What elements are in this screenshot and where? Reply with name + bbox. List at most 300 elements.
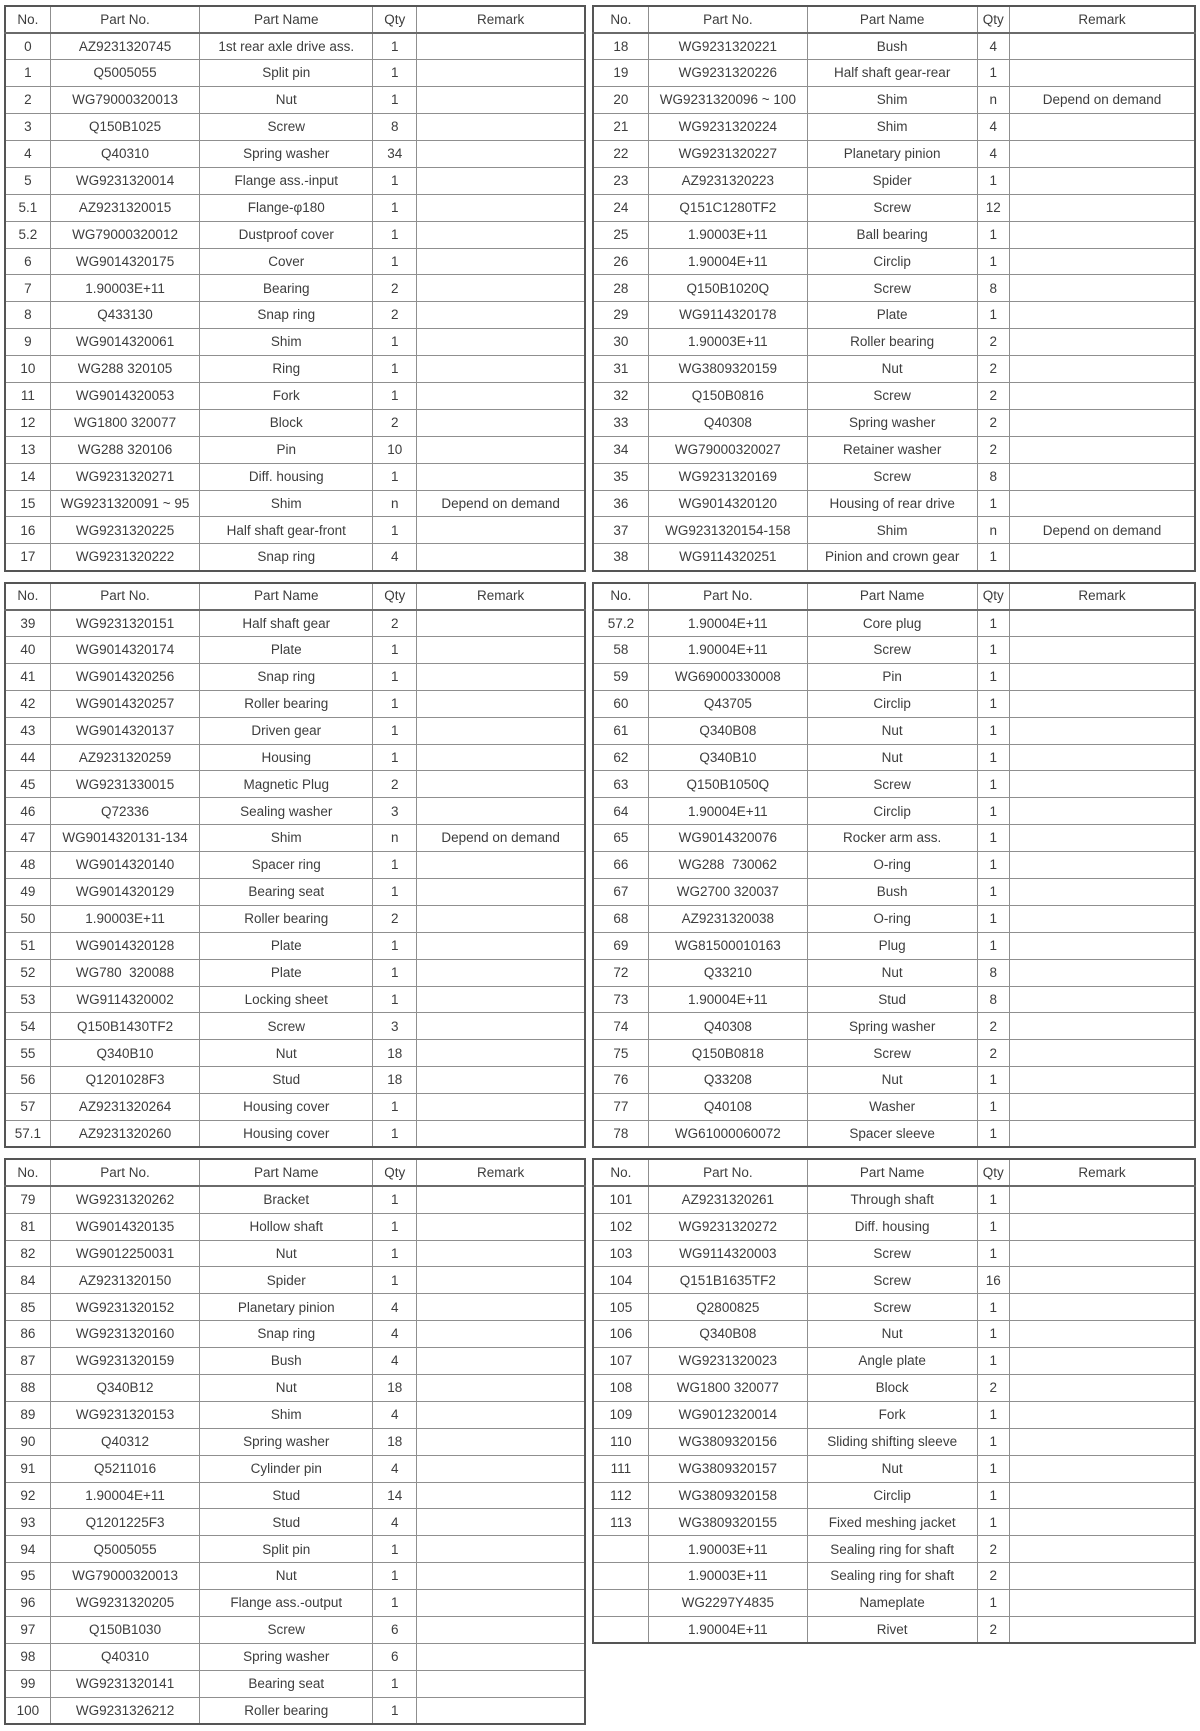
part-no-cell: WG9014320131-134 — [50, 825, 200, 852]
table-row — [5, 302, 585, 329]
part-name-cell: Housing cover — [200, 1094, 373, 1121]
qty-cell: 1 — [373, 1563, 417, 1590]
table-row — [593, 717, 1195, 744]
column-header: Remark — [417, 6, 585, 33]
qty-cell: 1 — [373, 329, 417, 356]
qty-cell: 1 — [373, 1094, 417, 1121]
remark-cell — [1010, 1375, 1195, 1402]
part-name-cell: Rivet — [807, 1617, 977, 1644]
remark-cell — [417, 87, 585, 114]
qty-cell: 1 — [977, 879, 1010, 906]
remark-cell — [417, 798, 585, 825]
table-row — [593, 221, 1195, 248]
remark-cell — [417, 1067, 585, 1094]
part-no-cell: Q150B1430TF2 — [50, 1013, 200, 1040]
no-cell: 63 — [593, 771, 648, 798]
table-row — [5, 1240, 585, 1267]
part-no-cell: WG9231320091 ~ 95 — [50, 490, 200, 517]
no-cell: 91 — [5, 1455, 50, 1482]
part-name-cell: Shim — [200, 1401, 373, 1428]
qty-cell: 1 — [373, 463, 417, 490]
no-cell: 72 — [593, 959, 648, 986]
qty-cell: 1 — [977, 167, 1010, 194]
no-cell: 106 — [593, 1321, 648, 1348]
table-row — [5, 744, 585, 771]
table-row — [593, 490, 1195, 517]
remark-cell — [417, 1455, 585, 1482]
qty-cell: 1 — [373, 1121, 417, 1148]
remark-cell — [417, 1013, 585, 1040]
no-cell: 12 — [5, 409, 50, 436]
part-name-cell: Hollow shaft — [200, 1213, 373, 1240]
no-cell: 5 — [5, 167, 50, 194]
part-name-cell: Bearing — [200, 275, 373, 302]
column-header: No. — [593, 6, 648, 33]
no-cell: 25 — [593, 221, 648, 248]
table-row — [593, 382, 1195, 409]
part-name-cell: Nut — [200, 1040, 373, 1067]
column-header: Part Name — [200, 6, 373, 33]
no-cell: 67 — [593, 879, 648, 906]
qty-cell: 1 — [373, 167, 417, 194]
part-name-cell: Planetary pinion — [200, 1294, 373, 1321]
remark-cell — [1010, 221, 1195, 248]
no-cell: 49 — [5, 879, 50, 906]
part-no-cell: WG9231320222 — [50, 544, 200, 571]
remark-cell — [417, 1321, 585, 1348]
remark-cell — [1010, 1563, 1195, 1590]
qty-cell: 1 — [373, 879, 417, 906]
no-cell: 85 — [5, 1294, 50, 1321]
qty-cell: 1 — [373, 60, 417, 87]
part-no-cell: 1.90004E+11 — [648, 610, 807, 637]
part-no-cell: WG288 320105 — [50, 356, 200, 383]
table-row — [593, 1294, 1195, 1321]
remark-cell — [417, 717, 585, 744]
table-row — [5, 986, 585, 1013]
no-cell: 76 — [593, 1067, 648, 1094]
part-no-cell: Q40308 — [648, 1013, 807, 1040]
no-cell: 50 — [5, 905, 50, 932]
part-no-cell: WG9231330015 — [50, 771, 200, 798]
column-header: Part No. — [648, 583, 807, 610]
remark-cell — [1010, 1482, 1195, 1509]
qty-cell: 10 — [373, 436, 417, 463]
remark-cell — [417, 194, 585, 221]
qty-cell: 8 — [977, 959, 1010, 986]
qty-cell: 1 — [977, 302, 1010, 329]
part-name-cell: Block — [807, 1375, 977, 1402]
part-no-cell: 1.90004E+11 — [648, 986, 807, 1013]
qty-cell: 1 — [373, 517, 417, 544]
part-no-cell: Q340B10 — [648, 744, 807, 771]
no-cell: 60 — [593, 690, 648, 717]
remark-cell — [417, 1563, 585, 1590]
qty-cell: 4 — [373, 1455, 417, 1482]
no-cell: 28 — [593, 275, 648, 302]
column-header: Part Name — [807, 1159, 977, 1186]
part-name-cell: Cylinder pin — [200, 1455, 373, 1482]
part-name-cell: Screw — [807, 1294, 977, 1321]
part-no-cell: WG9231320272 — [648, 1213, 807, 1240]
part-no-cell: Q340B08 — [648, 1321, 807, 1348]
part-no-cell: WG9231320014 — [50, 167, 200, 194]
qty-cell: 2 — [373, 275, 417, 302]
table-row — [5, 248, 585, 275]
remark-cell — [417, 167, 585, 194]
qty-cell: 1 — [977, 490, 1010, 517]
table-row — [593, 852, 1195, 879]
table-row — [5, 382, 585, 409]
no-cell: 42 — [5, 690, 50, 717]
no-cell: 30 — [593, 329, 648, 356]
no-cell: 110 — [593, 1428, 648, 1455]
part-no-cell: WG9114320003 — [648, 1240, 807, 1267]
table-row — [593, 1590, 1195, 1617]
part-name-cell: Bearing seat — [200, 1670, 373, 1697]
table-row — [5, 959, 585, 986]
qty-cell: 2 — [977, 409, 1010, 436]
no-cell: 111 — [593, 1455, 648, 1482]
parts-table-0-17 — [4, 5, 586, 572]
table-row — [5, 194, 585, 221]
part-no-cell: AZ9231320259 — [50, 744, 200, 771]
remark-cell — [417, 1482, 585, 1509]
part-no-cell: WG9014320053 — [50, 382, 200, 409]
part-no-cell: Q5211016 — [50, 1455, 200, 1482]
column-header: Part No. — [50, 1159, 200, 1186]
remark-cell — [417, 1121, 585, 1148]
part-no-cell: WG9231320221 — [648, 33, 807, 60]
no-cell: 103 — [593, 1240, 648, 1267]
no-cell: 36 — [593, 490, 648, 517]
part-no-cell: WG79000320013 — [50, 1563, 200, 1590]
qty-cell: 2 — [977, 1013, 1010, 1040]
part-name-cell: Nut — [807, 1321, 977, 1348]
remark-cell — [417, 986, 585, 1013]
part-no-cell: Q150B0818 — [648, 1040, 807, 1067]
table-row — [5, 517, 585, 544]
table-row — [593, 356, 1195, 383]
remark-cell — [417, 744, 585, 771]
no-cell: 87 — [5, 1348, 50, 1375]
part-name-cell: Screw — [807, 382, 977, 409]
part-no-cell: WG9231320262 — [50, 1186, 200, 1213]
qty-cell: 1 — [977, 1067, 1010, 1094]
table-row — [5, 329, 585, 356]
part-name-cell: Split pin — [200, 60, 373, 87]
table-row — [593, 1040, 1195, 1067]
no-cell: 74 — [593, 1013, 648, 1040]
no-cell: 98 — [5, 1643, 50, 1670]
part-no-cell: WG9014320128 — [50, 932, 200, 959]
table-row — [593, 140, 1195, 167]
part-no-cell: WG9231320224 — [648, 114, 807, 141]
no-cell: 81 — [5, 1213, 50, 1240]
part-name-cell: Shim — [807, 517, 977, 544]
qty-cell: 2 — [373, 302, 417, 329]
qty-cell: 1 — [977, 544, 1010, 571]
no-cell: 38 — [593, 544, 648, 571]
table-row — [5, 717, 585, 744]
part-name-cell: Screw — [807, 636, 977, 663]
part-no-cell: WG9231320153 — [50, 1401, 200, 1428]
table-row — [593, 1213, 1195, 1240]
table-row — [5, 1186, 585, 1213]
qty-cell: 8 — [373, 114, 417, 141]
part-name-cell: Bearing seat — [200, 879, 373, 906]
part-no-cell: Q40308 — [648, 409, 807, 436]
table-row — [5, 663, 585, 690]
qty-cell: 2 — [977, 1536, 1010, 1563]
part-no-cell: WG9231326212 — [50, 1697, 200, 1724]
part-name-cell: Housing — [200, 744, 373, 771]
table-row — [5, 1267, 585, 1294]
qty-cell: 1 — [373, 1267, 417, 1294]
no-cell: 9 — [5, 329, 50, 356]
part-name-cell: Spacer sleeve — [807, 1121, 977, 1148]
part-name-cell: Nut — [200, 87, 373, 114]
table-row — [5, 1697, 585, 1724]
no-cell: 18 — [593, 33, 648, 60]
part-no-cell: WG9231320154-158 — [648, 517, 807, 544]
column-header: Remark — [417, 583, 585, 610]
table-row — [5, 610, 585, 637]
part-no-cell: WG9231320205 — [50, 1590, 200, 1617]
no-cell: 82 — [5, 1240, 50, 1267]
part-name-cell: Sealing washer — [200, 798, 373, 825]
no-cell: 57 — [5, 1094, 50, 1121]
no-cell: 37 — [593, 517, 648, 544]
table-row — [593, 60, 1195, 87]
table-row — [593, 275, 1195, 302]
part-no-cell: Q72336 — [50, 798, 200, 825]
remark-cell — [417, 1401, 585, 1428]
part-no-cell: Q151B1635TF2 — [648, 1267, 807, 1294]
table-row — [5, 636, 585, 663]
part-no-cell: WG9014320256 — [50, 663, 200, 690]
qty-cell: 1 — [977, 1121, 1010, 1148]
part-name-cell: Screw — [200, 1617, 373, 1644]
table-row — [593, 1067, 1195, 1094]
part-no-cell: WG9014320175 — [50, 248, 200, 275]
part-no-cell: Q1201028F3 — [50, 1067, 200, 1094]
remark-cell — [1010, 1617, 1195, 1644]
part-no-cell: 1.90004E+11 — [50, 1482, 200, 1509]
remark-cell — [1010, 825, 1195, 852]
column-header: Remark — [417, 1159, 585, 1186]
part-no-cell: WG9114320002 — [50, 986, 200, 1013]
qty-cell: 1 — [977, 1240, 1010, 1267]
part-no-cell: WG3809320156 — [648, 1428, 807, 1455]
qty-cell: 1 — [977, 1590, 1010, 1617]
remark-cell — [417, 1590, 585, 1617]
qty-cell: 6 — [373, 1617, 417, 1644]
table-row — [5, 490, 585, 517]
part-no-cell: WG9231320151 — [50, 610, 200, 637]
part-name-cell: Plate — [200, 959, 373, 986]
part-no-cell: WG9231320227 — [648, 140, 807, 167]
column-header: Qty — [977, 583, 1010, 610]
part-no-cell: WG9114320251 — [648, 544, 807, 571]
no-cell: 1 — [5, 60, 50, 87]
parts-table-39-57-1 — [4, 582, 586, 1149]
table-row — [5, 1013, 585, 1040]
part-no-cell: WG288 730062 — [648, 852, 807, 879]
part-name-cell: Diff. housing — [807, 1213, 977, 1240]
remark-cell — [1010, 33, 1195, 60]
part-name-cell: Bracket — [200, 1186, 373, 1213]
part-name-cell: Bush — [200, 1348, 373, 1375]
table-row — [593, 1321, 1195, 1348]
no-cell: 108 — [593, 1375, 648, 1402]
no-cell — [593, 1617, 648, 1644]
part-name-cell: Half shaft gear-front — [200, 517, 373, 544]
part-no-cell: Q340B08 — [648, 717, 807, 744]
table-row — [593, 463, 1195, 490]
no-cell: 3 — [5, 114, 50, 141]
part-name-cell: Bush — [807, 879, 977, 906]
part-name-cell: Nut — [807, 717, 977, 744]
table-row — [593, 1186, 1195, 1213]
remark-cell — [1010, 114, 1195, 141]
no-cell: 2 — [5, 87, 50, 114]
part-no-cell: WG79000320027 — [648, 436, 807, 463]
no-cell: 58 — [593, 636, 648, 663]
remark-cell — [417, 114, 585, 141]
part-name-cell: Stud — [200, 1482, 373, 1509]
remark-cell: Depend on demand — [1010, 517, 1195, 544]
part-no-cell: Q433130 — [50, 302, 200, 329]
part-name-cell: Spring washer — [807, 409, 977, 436]
qty-cell: 4 — [977, 33, 1010, 60]
part-name-cell: Spider — [807, 167, 977, 194]
qty-cell: 8 — [977, 986, 1010, 1013]
table-row — [5, 1375, 585, 1402]
part-name-cell: Spring washer — [200, 1428, 373, 1455]
part-no-cell: 1.90003E+11 — [648, 221, 807, 248]
table-row — [593, 517, 1195, 544]
part-no-cell: Q5005055 — [50, 1536, 200, 1563]
table-row — [5, 87, 585, 114]
table-row — [5, 463, 585, 490]
qty-cell: 1 — [977, 1401, 1010, 1428]
part-no-cell: WG288 320106 — [50, 436, 200, 463]
no-cell — [593, 1536, 648, 1563]
remark-cell — [1010, 1094, 1195, 1121]
part-name-cell: Roller bearing — [200, 905, 373, 932]
part-name-cell: Ring — [200, 356, 373, 383]
qty-cell: 1 — [977, 690, 1010, 717]
remark-cell — [1010, 1401, 1195, 1428]
part-no-cell: WG9231320141 — [50, 1670, 200, 1697]
table-row — [593, 986, 1195, 1013]
no-cell: 112 — [593, 1482, 648, 1509]
qty-cell: 1 — [977, 248, 1010, 275]
remark-cell — [1010, 140, 1195, 167]
part-name-cell: Nut — [807, 356, 977, 383]
column-header: Remark — [1010, 1159, 1195, 1186]
no-cell: 51 — [5, 932, 50, 959]
table-row — [5, 140, 585, 167]
remark-cell — [417, 409, 585, 436]
column-header: Remark — [1010, 6, 1195, 33]
part-name-cell: Sealing ring for shaft — [807, 1563, 977, 1590]
remark-cell — [417, 1697, 585, 1724]
remark-cell — [417, 329, 585, 356]
table-row — [5, 544, 585, 571]
qty-cell: 4 — [373, 1348, 417, 1375]
qty-cell: 2 — [977, 1563, 1010, 1590]
part-no-cell: Q43705 — [648, 690, 807, 717]
remark-cell — [417, 905, 585, 932]
table-row — [5, 1643, 585, 1670]
part-name-cell: Snap ring — [200, 1321, 373, 1348]
qty-cell: 8 — [977, 275, 1010, 302]
table-row — [593, 690, 1195, 717]
part-no-cell: Q150B1020Q — [648, 275, 807, 302]
column-header: Part No. — [648, 6, 807, 33]
table-row — [593, 409, 1195, 436]
part-name-cell: Shim — [200, 490, 373, 517]
qty-cell: 16 — [977, 1267, 1010, 1294]
part-name-cell: Shim — [200, 825, 373, 852]
part-no-cell: WG3809320158 — [648, 1482, 807, 1509]
no-cell: 90 — [5, 1428, 50, 1455]
part-name-cell: Screw — [807, 1240, 977, 1267]
part-no-cell: WG9231320159 — [50, 1348, 200, 1375]
part-name-cell: Dustproof cover — [200, 221, 373, 248]
no-cell: 47 — [5, 825, 50, 852]
qty-cell: 4 — [373, 1321, 417, 1348]
part-no-cell: 1.90003E+11 — [648, 1563, 807, 1590]
no-cell: 102 — [593, 1213, 648, 1240]
no-cell: 68 — [593, 905, 648, 932]
remark-cell — [417, 248, 585, 275]
qty-cell: 1 — [977, 825, 1010, 852]
column-header: No. — [5, 6, 50, 33]
no-cell: 75 — [593, 1040, 648, 1067]
part-name-cell: Stud — [200, 1509, 373, 1536]
remark-cell — [1010, 717, 1195, 744]
parts-table-101-113 — [592, 1158, 1196, 1644]
qty-cell: 2 — [977, 436, 1010, 463]
part-name-cell: Roller bearing — [807, 329, 977, 356]
part-no-cell: 1.90003E+11 — [50, 905, 200, 932]
header-row — [593, 1159, 1195, 1186]
part-no-cell: AZ9231320264 — [50, 1094, 200, 1121]
table-row — [5, 60, 585, 87]
remark-cell — [1010, 248, 1195, 275]
remark-cell — [417, 1213, 585, 1240]
table-row — [593, 33, 1195, 60]
qty-cell: 1 — [977, 610, 1010, 637]
parts-table-79-100 — [4, 1158, 586, 1725]
part-name-cell: Housing of rear drive — [807, 490, 977, 517]
qty-cell: 1 — [977, 1509, 1010, 1536]
no-cell: 0 — [5, 33, 50, 60]
part-name-cell: Magnetic Plug — [200, 771, 373, 798]
part-no-cell: Q340B12 — [50, 1375, 200, 1402]
part-name-cell: Plug — [807, 932, 977, 959]
table-row — [5, 436, 585, 463]
table-row — [593, 879, 1195, 906]
table-row — [593, 744, 1195, 771]
remark-cell — [1010, 382, 1195, 409]
remark-cell — [1010, 490, 1195, 517]
part-name-cell: Screw — [807, 1040, 977, 1067]
remark-cell — [417, 1670, 585, 1697]
